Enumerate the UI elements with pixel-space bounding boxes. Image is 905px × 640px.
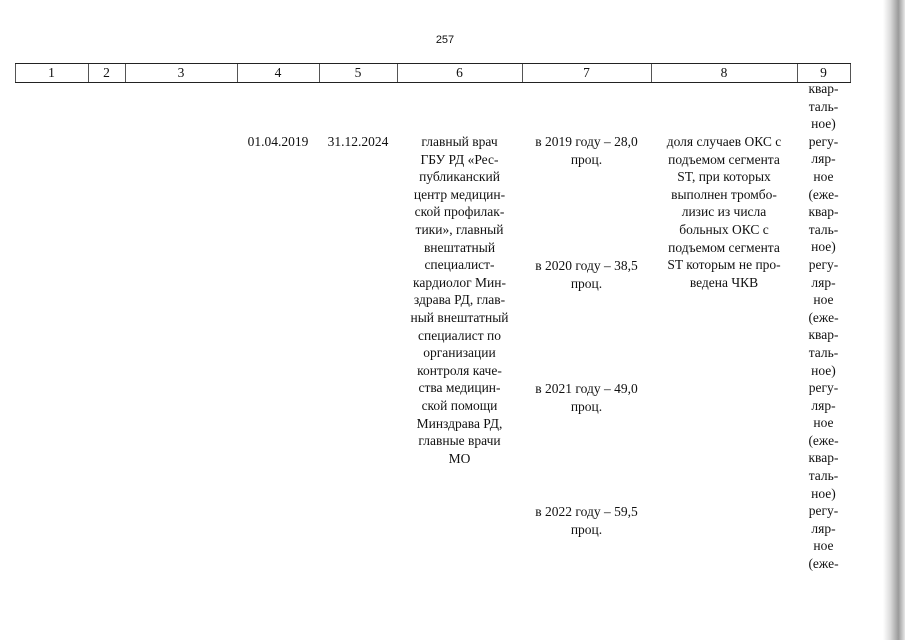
- responsible-line: публиканский: [419, 169, 500, 185]
- responsible-line: организации: [423, 345, 496, 361]
- responsible-line: тики», главный: [415, 221, 504, 237]
- periodicity-line: ляр-: [811, 520, 836, 536]
- table-header-bottom-border: [15, 82, 851, 83]
- indicator-line: ST которым не про-: [667, 257, 781, 273]
- periodicity-line: таль-: [808, 98, 839, 114]
- header-col-1: 1: [48, 65, 55, 80]
- periodicity-line: регу-: [808, 256, 839, 272]
- header-col-4: 4: [274, 65, 282, 80]
- periodicity-line: ное: [813, 168, 834, 184]
- target-text: в 2021 году – 49,0: [535, 381, 638, 396]
- responsible-line: ный внештатный: [410, 309, 509, 325]
- responsible-line: специалист по: [418, 327, 501, 343]
- target-unit: проц.: [570, 151, 603, 167]
- responsible-line: главный врач: [421, 134, 498, 149]
- periodicity-line: ное): [811, 239, 836, 255]
- target-2022: [522, 503, 651, 538]
- target-unit: проц.: [570, 275, 603, 291]
- indicator-line: ведена ЧКВ: [689, 274, 759, 290]
- header-col-6: 6: [456, 65, 463, 80]
- indicator-line: выполнен тромбо-: [671, 186, 777, 202]
- header-col-7: 7: [583, 65, 590, 80]
- periodicity-line: (еже-: [808, 186, 839, 202]
- indicator-line: подъемом сегмента: [668, 239, 780, 255]
- periodicity-line: ное): [811, 362, 836, 378]
- header-col-8: 8: [720, 65, 728, 80]
- target-unit: проц.: [570, 521, 603, 537]
- target-2020: [522, 257, 651, 292]
- header-col-5: 5: [354, 65, 362, 80]
- periodicity-line: регу-: [808, 503, 839, 519]
- responsible-line: Минздрава РД,: [416, 415, 503, 431]
- periodicity-line: регу-: [808, 133, 839, 149]
- target-text: в 2019 году – 28,0: [535, 134, 638, 149]
- page-number: 257: [435, 34, 455, 46]
- responsible-line: кардиолог Мин-: [413, 274, 506, 290]
- column-divider: [850, 64, 851, 82]
- responsible-line: специалист-: [424, 257, 495, 273]
- start-date: 01.04.2019: [247, 134, 309, 149]
- periodicity-line: квар-: [808, 327, 839, 343]
- responsible-line: главные врачи: [418, 433, 501, 449]
- indicator-line: ST, при которых: [677, 169, 771, 185]
- target-text: в 2022 году – 59,5: [535, 504, 638, 519]
- periodicity-line: (еже-: [808, 432, 839, 448]
- periodicity-line: (еже-: [808, 556, 839, 572]
- responsible-line: ГБУ РД «Рес-: [420, 151, 499, 167]
- header-col-2: 2: [103, 65, 110, 80]
- responsible-line: здрава РД, глав-: [413, 292, 506, 308]
- reporting-periodicity: [797, 80, 850, 573]
- header-col-9: 9: [820, 65, 827, 80]
- target-2021: [522, 380, 651, 415]
- responsible-line: центр медицин-: [413, 186, 506, 202]
- responsible-line: ской помощи: [421, 397, 498, 413]
- responsible-line: внештатный: [423, 239, 496, 255]
- periodicity-line: ляр-: [811, 397, 836, 413]
- indicator-line: доля случаев ОКС с: [666, 134, 782, 149]
- periodicity-line: таль-: [808, 344, 839, 360]
- periodicity-line: (еже-: [808, 309, 839, 325]
- end-date: 31.12.2024: [327, 134, 389, 149]
- responsible-line: контроля каче-: [417, 362, 502, 378]
- periodicity-line: таль-: [808, 468, 839, 484]
- periodicity-line: ное: [813, 292, 834, 308]
- periodicity-line: таль-: [808, 221, 839, 237]
- target-unit: проц.: [570, 398, 603, 414]
- periodicity-line: регу-: [808, 380, 839, 396]
- header-col-3: 3: [177, 65, 185, 80]
- indicator-line: подъемом сегмента: [668, 151, 780, 167]
- periodicity-line: квар-: [808, 450, 839, 466]
- periodicity-line: ляр-: [811, 151, 836, 167]
- periodicity-line: ляр-: [811, 274, 836, 290]
- periodicity-line: ное: [813, 538, 834, 554]
- indicator-description: [651, 133, 797, 291]
- responsible-line: ской профилак-: [414, 204, 505, 220]
- periodicity-line: ное): [811, 485, 836, 501]
- periodicity-line: квар-: [808, 204, 839, 220]
- responsible-line: МО: [448, 450, 471, 466]
- responsible-line: ства медицин-: [418, 380, 501, 396]
- periodicity-line: ное: [813, 415, 834, 431]
- target-text: в 2020 году – 38,5: [535, 258, 638, 273]
- indicator-line: лизис из числа: [681, 204, 767, 220]
- page-edge-shadow: [883, 0, 905, 640]
- periodicity-line: ное): [811, 116, 836, 132]
- indicator-line: больных ОКС с: [679, 221, 769, 237]
- responsible-executors: [397, 133, 522, 467]
- periodicity-line: квар-: [808, 81, 839, 96]
- target-2019: [522, 133, 651, 168]
